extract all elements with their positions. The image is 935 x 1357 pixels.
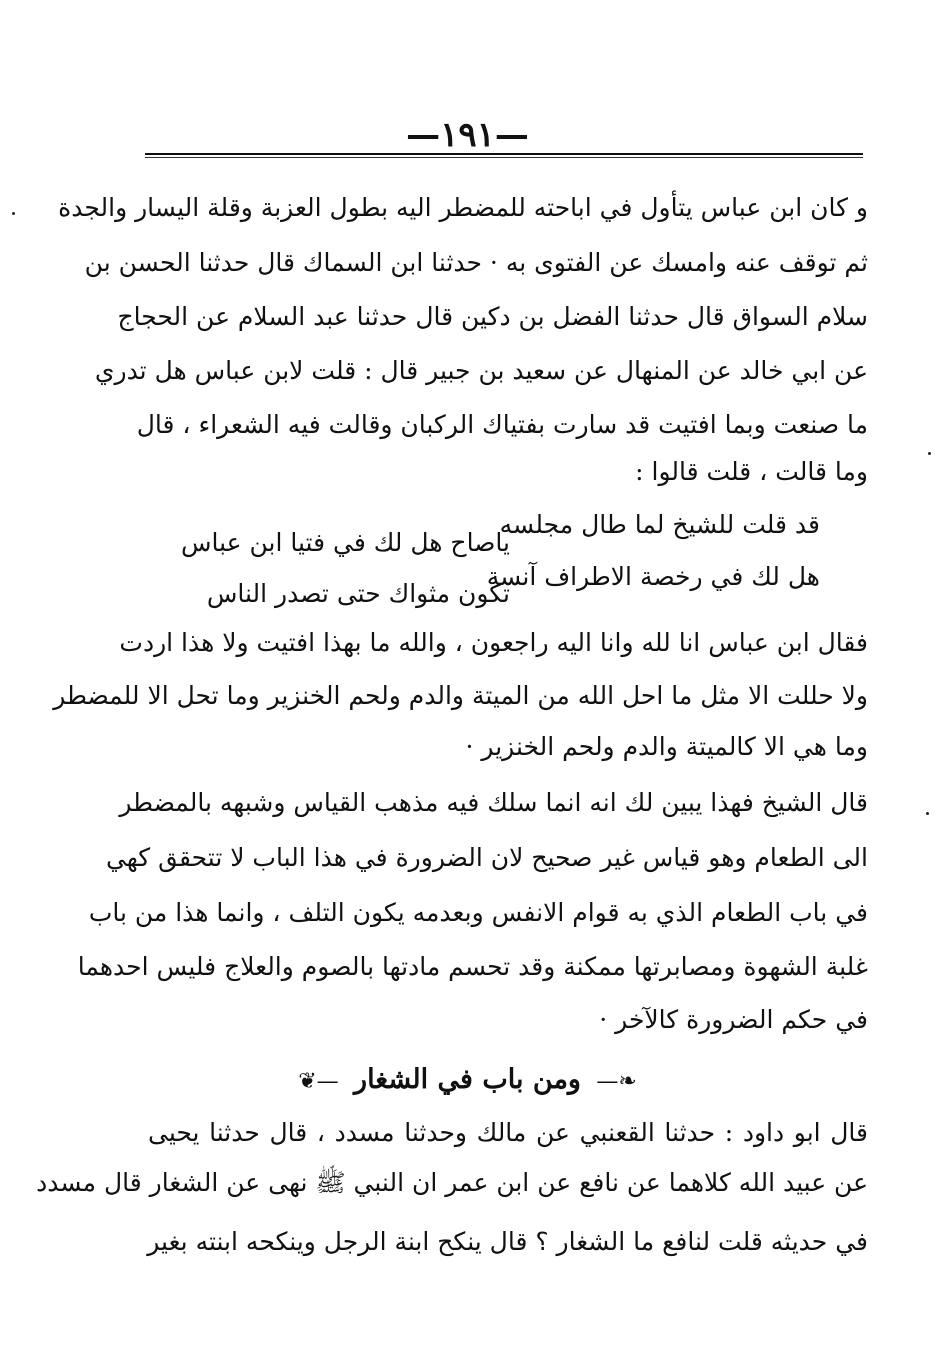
text-line: وما قالت ، قلت قالوا : — [635, 457, 868, 486]
text-line: غلبة الشهوة ومصابرتها ممكنة وقد تحسم مادتها بالصوم والعلاج فليس احدهما — [77, 952, 868, 981]
verse-hemistich: تكون مثواك حتى تصدر الناس — [206, 579, 510, 608]
text-line: ولا حللت الا مثل ما احل الله من الميتة والدم ولحم الخنزير وما تحل الا للمضطر — [53, 681, 868, 710]
text-line: سلام السواق قال حدثنا الفضل بن دكين قال حدثنا عبد السلام عن الحجاج — [117, 302, 868, 331]
verse-hemistich: هل لك في رخصة الاطراف آنسة — [486, 562, 820, 591]
header-rule — [145, 153, 863, 155]
scan-speck — [926, 812, 929, 815]
ornament-icon: ❧— — [596, 1069, 637, 1094]
text-line: عن ابي خالد عن المنهال عن سعيد بن جبير قال : قلت لابن عباس هل تدري — [94, 356, 868, 385]
page-number: —١٩١— — [406, 115, 529, 155]
scan-speck — [928, 452, 931, 455]
text-line: فقال ابن عباس انا لله وانا اليه راجعون ، والله ما بهذا افتيت ولا هذا اردت — [119, 628, 868, 657]
text-line: و كان ابن عباس يتأول في اباحته للمضطر اليه بطول العزبة وقلة اليسار والجدة — [58, 193, 868, 222]
scan-speck — [12, 212, 15, 215]
text-line: قال الشيخ فهذا يبين لك انه انما سلك فيه مذهب القياس وشبهه بالمضطر — [119, 788, 868, 817]
text-line: ما صنعت وبما افتيت قد سارت بفتياك الركبان وقالت فيه الشعراء ، قال — [136, 410, 868, 439]
verse-hemistich: قد قلت للشيخ لما طال مجلسه — [499, 510, 820, 539]
text-line: الى الطعام وهو قياس غير صحيح لان الضرورة في هذا الباب لا تتحقق كهي — [105, 843, 868, 872]
verse-hemistich: ياصاح هل لك في فتيا ابن عباس — [180, 528, 510, 557]
text-line: في باب الطعام الذي به قوام الانفس وبعدمه يكون التلف ، وانما هذا من باب — [88, 898, 868, 927]
text-line: قال ابو داود : حدثنا القعنبي عن مالك وحدثنا مسدد ، قال حدثنا يحيى — [148, 1118, 868, 1147]
section-heading-text: ومن باب في الشغار — [354, 1064, 581, 1095]
section-heading — [0, 1060, 935, 1102]
text-line: في حديثه قلت لنافع ما الشغار ؟ قال ينكح ابنة الرجل وينكحه ابنته بغير — [147, 1227, 868, 1256]
ornament-icon: —❦ — [298, 1069, 339, 1094]
text-line: عن عبيد الله كلاهما عن نافع عن ابن عمر ان النبي ﷺ نهى عن الشغار قال مسدد — [36, 1168, 868, 1197]
text-line: ثم توقف عنه وامسك عن الفتوى به · حدثنا ابن السماك قال حدثنا الحسن بن — [84, 248, 868, 277]
text-line: في حكم الضرورة كالآخر · — [599, 1005, 868, 1034]
header-rule-thin — [145, 157, 863, 158]
text-line: وما هي الا كالميتة والدم ولحم الخنزير · — [465, 732, 868, 761]
